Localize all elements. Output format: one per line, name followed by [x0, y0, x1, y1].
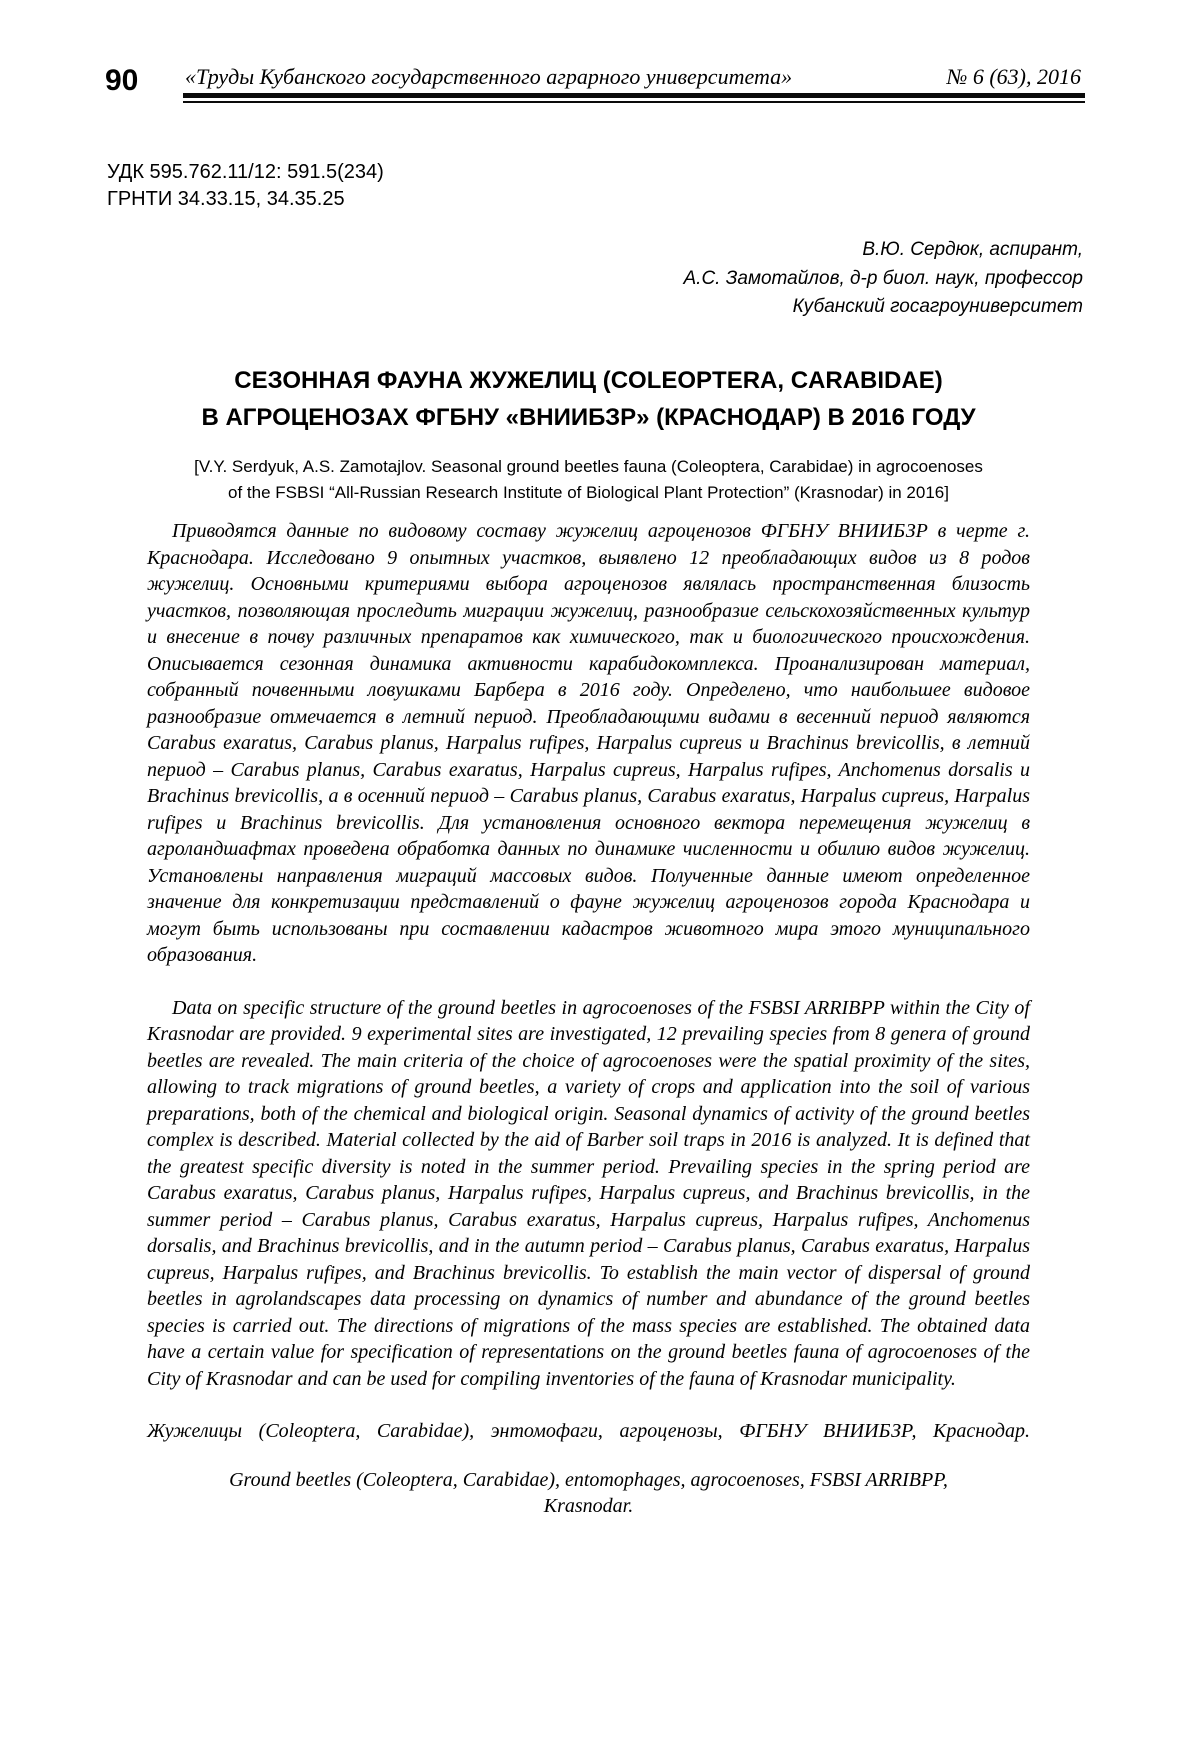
- header-rule-thin: [183, 101, 1085, 103]
- author-line: А.С. Замотайлов, д-р биол. наук, профессор: [683, 267, 1083, 289]
- article-content: [147, 362, 1030, 1520]
- keywords-english-line1: Ground beetles (Coleoptera, Carabidae), entomophages, agrocoenoses, FSBSI ARRIBPP,: [229, 1468, 948, 1491]
- abstract-russian-text: Приводятся данные по видовому составу жужелиц агроценозов ФГБНУ ВНИИБЗР в черте г. Краснодара. Исследовано 9 опытных участков, выявлено 12 преобладающих видов из 8 родов жужелиц. Основными критериями выбора агроценозов являлась пространственная близость участков, позволяющая проследить миграции жужелиц, разнообразие сельскохозяйственных культур и внесение в почву различных препаратов как химического, так и биологического происхождения. Описывается сезонная динамика активности карабидокомплекса. Проанализирован материал, собранный почвенными ловушками Барбера в 2016 году. Определено, что наибольшее видовое разнообразие отмечается в летний период. Преобладающими видами в весенний период являются Carabus exaratus, Carabus planus, Harpalus rufipes, Harpalus cupreus и Brachinus brevicollis, в летний период – Carabus planus, Carabus exaratus, Harpalus cupreus, Harpalus rufipes, Anchomenus dorsalis и Brachinus brevicollis, а в осенний период – Carabus planus, Carabus exaratus, Harpalus cupreus, Harpalus rufipes и Brachinus brevicollis. Для установления основного вектора перемещения жужелиц в агроландшафтах проведена обработка данных по динамике численности и обилию видов жужелиц. Установлены направления миграций массовых видов. Полученные данные имеют определенное значение для конкретизации представлений о фауне жужелиц агроценозов города Краснодара и могут быть использованы при составлении кадастров животного мира этого муниципального образования.: [147, 520, 1030, 967]
- keywords-russian: Жужелицы (Coleoptera, Carabidae), энтомофаги, агроценозы, ФГБНУ ВНИИБЗР, Краснодар.: [147, 1420, 1030, 1443]
- running-head: [183, 64, 1085, 93]
- english-subtitle-line1: [V.Y. Serdyuk, A.S. Zamotajlov. Seasonal ground beetles fauna (Coleoptera, Carabidae) in agrocoenoses: [194, 457, 983, 477]
- udk-code: УДК 595.762.11/12: 591.5(234): [107, 161, 384, 184]
- authors-block: [0, 236, 1083, 322]
- article-title-line1: СЕЗОННАЯ ФАУНА ЖУЖЕЛИЦ (COLEOPTERA, CARABIDAE): [234, 366, 943, 394]
- journal-page: [0, 64, 1200, 1762]
- abstract-english: [147, 995, 1030, 1393]
- article-title: [147, 362, 1030, 436]
- english-subtitle-line2: of the FSBSI “All-Russian Research Institute of Biological Plant Protection” (Krasnodar) in 2016]: [228, 482, 949, 502]
- english-subtitle: [147, 454, 1030, 505]
- journal-title: «Труды Кубанского государственного аграрного университета»: [185, 64, 793, 89]
- grnti-code: ГРНТИ 34.33.15, 34.35.25: [107, 187, 345, 210]
- header-rule-block: [183, 64, 1085, 103]
- page-number: 90: [105, 64, 139, 98]
- classification-codes: [107, 159, 1200, 212]
- abstract-russian: [147, 518, 1030, 969]
- abstract-english-text: Data on specific structure of the ground beetles in agrocoenoses of the FSBSI ARRIBPP within the City of Krasnodar are provided. 9 experimental sites are investigated, 12 prevailing species from 8 genera of ground beetles are revealed. The main criteria of the choice of agrocoenoses were the spatial proximity of the sites, allowing to track migrations of ground beetles, a variety of crops and application into the soil of various preparations, both of the chemical and biological origin. Seasonal dynamics of activity of the ground beetles complex is described. Material collected by the aid of Barber soil traps in 2016 is analyzed. It is defined that the greatest specific diversity is noted in the summer period. Prevailing species in the spring period are Carabus exaratus, Carabus planus, Harpalus rufipes, Harpalus cupreus, and Brachinus brevicollis, in the summer period – Carabus planus, Carabus exaratus, Harpalus cupreus, Harpalus rufipes, Anchomenus dorsalis, and Brachinus brevicollis, and in the autumn period – Carabus planus, Carabus exaratus, Harpalus cupreus, Harpalus rufipes, and Brachinus brevicollis. To establish the main vector of dispersal of ground beetles in agrolandscapes data processing on dynamics of number and abundance of the ground beetles species is carried out. The directions of migrations of the mass species are established. The obtained data have a certain value for specification of representations on the ground beetles fauna of agrocoenoses of the City of Krasnodar and can be used for compiling inventories of the fauna of Krasnodar municipality.: [147, 996, 1030, 1390]
- author-line: В.Ю. Сердюк, аспирант,: [862, 239, 1083, 261]
- page-header: [105, 64, 1085, 103]
- keywords-english: [147, 1467, 1030, 1520]
- affiliation-line: Кубанский госагроуниверситет: [792, 296, 1083, 318]
- keywords-english-line2: Krasnodar.: [543, 1495, 634, 1518]
- header-rule-thick: [183, 93, 1085, 98]
- article-title-line2: В АГРОЦЕНОЗАХ ФГБНУ «ВНИИБЗР» (КРАСНОДАР) В 2016 ГОДУ: [201, 403, 976, 431]
- issue-number: № 6 (63), 2016: [946, 64, 1081, 89]
